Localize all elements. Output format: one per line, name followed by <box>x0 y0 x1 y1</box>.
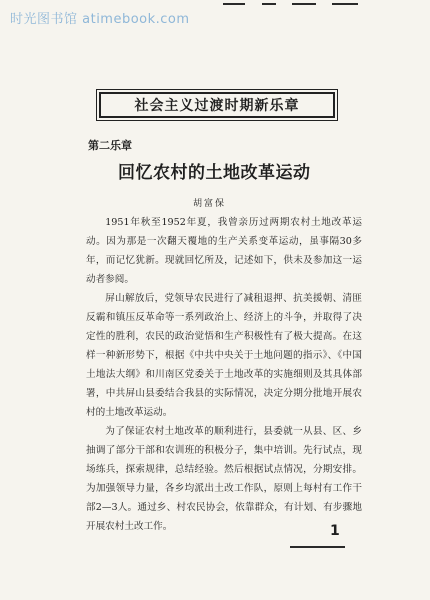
paragraph: 1951年秋至1952年夏，我曾亲历过两期农村土地改革运动。因为那是一次翻天覆地的生产关系变革运动，虽事隔30多年，而记忆犹新。现就回忆所及，记述如下，供未及参加这一运动者参阅。 <box>86 217 362 285</box>
article-body <box>86 213 362 536</box>
page-number: 1 <box>330 523 340 539</box>
top-rule <box>262 3 276 5</box>
top-rule <box>223 3 245 5</box>
series-title-box <box>99 92 335 118</box>
top-rule <box>332 3 358 5</box>
series-title: 社会主义过渡时期新乐章 <box>134 98 300 114</box>
top-rule <box>292 3 316 5</box>
paragraph: 屏山解放后，党领导农民进行了减租退押、抗美援朝、清匪反霸和镇压反革命等一系列政治上、经济上的斗争，并取得了决定性的胜利，农民的政治觉悟和生产积极性有了极大提高。在这样一种新形势下，根据《中共中央关于土地问题的指示》、《中国土地法大纲》和川南区党委关于土地改革的实施细则及其具体部署，中共屏山县委结合我县的实际情况，决定分期分批地开展农村的土地改革运动。 <box>86 293 362 418</box>
article-title: 回忆农村的土地改革运动 <box>118 163 311 183</box>
chapter-label: 第二乐章 <box>88 139 132 152</box>
bottom-rule <box>290 546 345 548</box>
paragraph: 为了保证农村土地改革的顺利进行，县委就一从县、区、乡抽调了部分干部和农训班的积极分子，集中培训。先行试点，现场练兵，探索规律，总结经验。然后根据试点情况，分期安排。为加强领导力量，各乡均派出土改工作队，原则上每村有工作干部2—3人。通过乡、村农民协会，依靠群众，有计划、有步骤地开展农村土改工作。 <box>86 426 362 532</box>
watermark: 时光图书馆 atimebook.com <box>10 12 190 27</box>
author-name: 胡富保 <box>193 199 227 209</box>
